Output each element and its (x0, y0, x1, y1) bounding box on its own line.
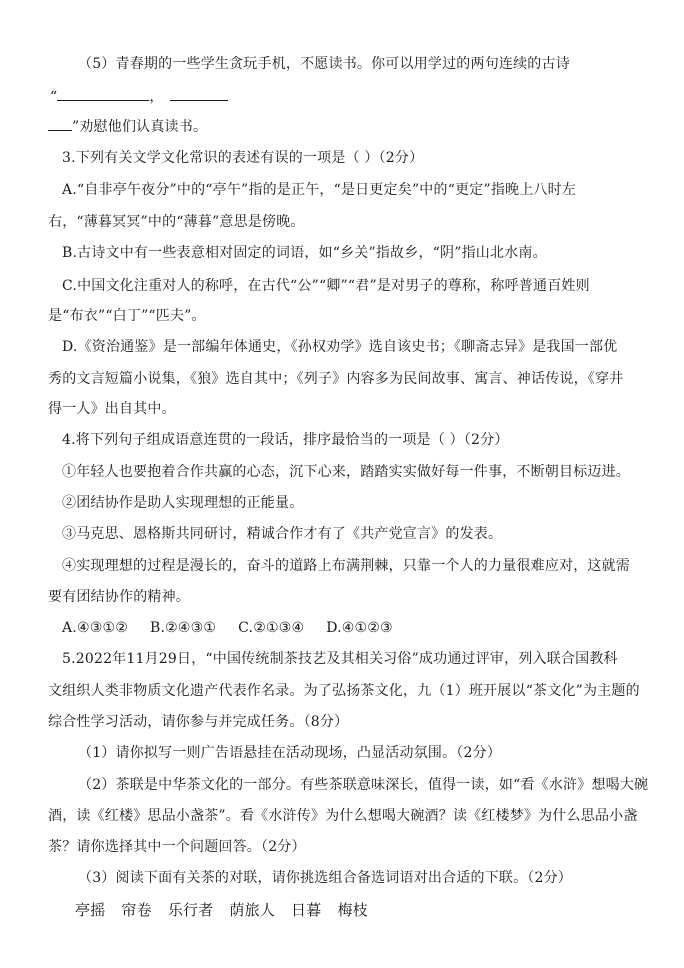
q3-option-c-line1: C.中国文化注重对人的称呼，在古代“公”“卿”“君”是对男子的尊称，称呼普通百姓则 (62, 278, 590, 294)
q4-sentence-3: ③马克思、恩格斯共同研讨，精诚合作才有了《共产党宣言》的发表。 (62, 526, 503, 542)
q3-option-a-line2: 右，“薄暮冥冥”中的“薄暮”意思是傍晚。 (48, 214, 305, 230)
q5-poem-line2 (50, 86, 650, 107)
word-5: 日暮 (291, 901, 322, 919)
q4-option-c[interactable]: C.②①③④ (238, 620, 305, 636)
word-3: 乐行者 (167, 901, 214, 919)
q5-part1: （1）请你拟写一则广告语悬挂在活动现场，凸显活动氛围。（2分） (78, 745, 502, 761)
q4-sentence-4-line1: ④实现理想的过程是漫长的，奋斗的道路上布满荆棘，只靠一个人的力量很难应对，这就需 (62, 558, 630, 574)
q4-sentence-2: ②团结协作是助人实现理想的正能量。 (62, 495, 304, 511)
q5-intro-line3: 综合性学习活动，请你参与并完成任务。（8分） (48, 714, 349, 730)
comma: ， (149, 89, 164, 105)
q5-poem-line3 (48, 116, 648, 137)
q3-option-d-line1: D.《资治通鉴》是一部编年体通史，《孙权劝学》选自该史书；《聊斋志异》是我国一部优 (62, 339, 618, 355)
q3-option-b: B.古诗文中有一些表意相对固定的词语，如“乡关”指故乡，“阴”指山北水南。 (62, 245, 547, 261)
q4-sentence-1: ①年轻人也要抱着合作共赢的心态，沉下心来，踏踏实实做好每一件事，不断朝目标迈进。 (62, 464, 630, 480)
word-6: 梅枝 (337, 901, 368, 919)
q4-stem: 4.将下列句子组成语意连贯的一段话，排序最恰当的一项是（ ）（2分） (62, 432, 509, 448)
q5-part2-line3: 茶？请你选择其中一个问题回答。（2分） (48, 839, 306, 855)
q4-option-d[interactable]: D.④①②③ (326, 620, 393, 636)
word-4: 荫旅人 (229, 901, 276, 919)
poem-blank-2[interactable] (170, 86, 228, 101)
q4-option-a[interactable]: A.④③①② (62, 620, 128, 636)
q3-option-a-line1: A.“自非亭午夜分”中的“亭午”指的是正午，“是日更定矣”中的“更定”指晚上八时左 (62, 182, 577, 198)
q5-part2-line1: （2）茶联是中华茶文化的一部分。有些茶联意味深长，值得一读，如“看《水浒》想喝大碗 (78, 777, 649, 793)
poem-blank-2-cont[interactable] (48, 116, 72, 131)
q5-intro-line2: 文组织人类非物质文化遗产代表作名录。为了弘扬茶文化，九（1）班开展以“茶文化”为主题的 (48, 683, 640, 699)
couplet-word-bank (75, 900, 675, 920)
q5-part3: （3）阅读下面有关茶的对联，请你挑选组合备选词语对出合适的下联。（2分） (78, 870, 573, 886)
q3-option-c-line2: 是“布衣”“白丁”“匹夫”。 (48, 308, 206, 324)
q3-option-d-line3: 得一人》出自其中。 (48, 401, 176, 417)
q5-poem-tail: ”劝慰他们认真读书。 (72, 119, 208, 135)
q5-part2-line2: 酒，读《红楼》思品小盏茶”。看《水浒传》为什么想喝大碗酒？读《红楼梦》为什么思品小盏 (48, 808, 638, 824)
q3-stem: 3.下列有关文学文化常识的表述有误的一项是（ ）（2分） (62, 150, 424, 166)
q4-options (62, 618, 662, 638)
q4-option-b[interactable]: B.②④③① (149, 620, 217, 636)
word-1: 亭摇 (75, 901, 106, 919)
word-2: 帘卷 (121, 901, 152, 919)
q3-option-d-line2: 秀的文言短篇小说集，《狼》选自其中；《列子》内容多为民间故事、寓言、神话传说，《穿井 (48, 371, 624, 387)
q5-poem-line1: （5）青春期的一些学生贪玩手机，不愿读书。你可以用学过的两句连续的古诗 (78, 56, 570, 72)
q5-intro-line1: 5.2022年11月29日，“中国传统制茶技艺及其相关习俗”成功通过评审，列入联合国教科 (62, 651, 618, 667)
q4-sentence-4-line2: 要有团结协作的精神。 (48, 589, 190, 605)
poem-blank-1[interactable] (57, 86, 149, 101)
open-quote: “ (50, 89, 58, 105)
